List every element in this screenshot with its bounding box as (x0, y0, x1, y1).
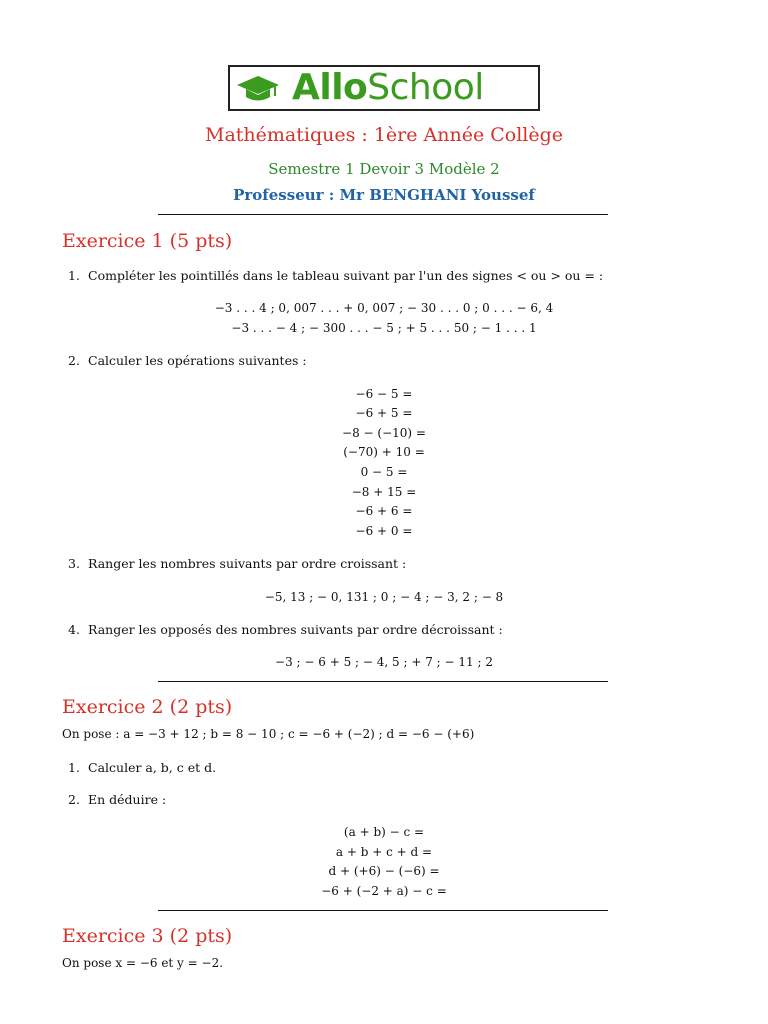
divider (158, 214, 608, 215)
math-line: d + (+6) − (−6) = (328, 864, 440, 878)
math-line: −8 − (−10) = (342, 426, 426, 440)
graduation-cap-icon (236, 73, 280, 105)
exercise-intro: On pose x = −6 et y = −2. (62, 956, 224, 970)
divider (158, 910, 608, 911)
question: 3. Ranger les nombres suivants par ordre croissant : (68, 556, 407, 571)
divider (158, 681, 608, 682)
math-line: −6 + 6 = (355, 504, 413, 518)
math-line: −6 + 5 = (355, 406, 413, 420)
question: 2. Calculer les opérations suivantes : (68, 353, 307, 368)
math-line: −6 − 5 = (355, 387, 413, 401)
page-title: Mathématiques : 1ère Année Collège (204, 124, 564, 146)
math-line: a + b + c + d = (335, 845, 433, 859)
math-line: −3 . . . 4 ; 0, 007 . . . + 0, 007 ; − 30 . . . 0 ; 0 . . . − 6, 4 (214, 301, 554, 315)
exercise-2-heading: Exercice 2 (2 pts) (62, 696, 233, 718)
question: 1. Calculer a, b, c et d. (68, 760, 217, 775)
exercise-1-heading: Exercice 1 (5 pts) (62, 230, 233, 252)
math-line: −6 + (−2 + a) − c = (321, 884, 447, 898)
math-line: 0 − 5 = (360, 465, 408, 479)
question: 4. Ranger les opposés des nombres suivants par ordre décroissant : (68, 622, 503, 637)
exercise-intro: On pose : a = −3 + 12 ; b = 8 − 10 ; c = −6 + (−2) ; d = −6 − (+6) (62, 727, 475, 741)
logo-text: AlloSchool (292, 67, 484, 108)
math-line: −8 + 15 = (351, 485, 417, 499)
math-line: −6 + 0 = (355, 524, 413, 538)
math-line: (−70) + 10 = (343, 445, 425, 459)
exercise-3-heading: Exercice 3 (2 pts) (62, 925, 233, 947)
question: 2. En déduire : (68, 792, 167, 807)
math-line: −5, 13 ; − 0, 131 ; 0 ; − 4 ; − 3, 2 ; − 8 (264, 590, 504, 604)
question: 1. Compléter les pointillés dans le tableau suivant par l'un des signes < ou > ou = : (68, 268, 604, 283)
math-line: (a + b) − c = (343, 825, 425, 839)
math-line: −3 ; − 6 + 5 ; − 4, 5 ; + 7 ; − 11 ; 2 (275, 655, 493, 669)
teacher-name: Professeur : Mr BENGHANI Youssef (233, 186, 535, 204)
page-subtitle: Semestre 1 Devoir 3 Modèle 2 (268, 160, 500, 178)
math-line: −3 . . . − 4 ; − 300 . . . − 5 ; + 5 . . . 50 ; − 1 . . . 1 (231, 321, 537, 335)
logo (228, 65, 540, 111)
